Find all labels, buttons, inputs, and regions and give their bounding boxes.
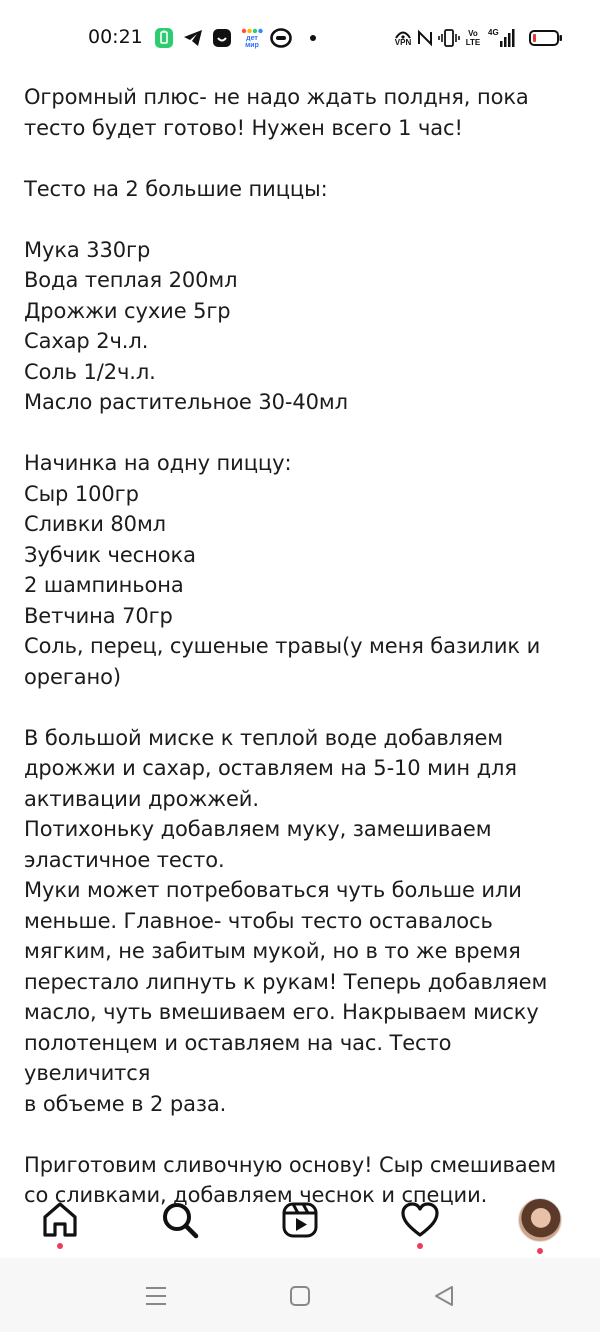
vpn-icon (392, 27, 414, 49)
status-bar (0, 0, 600, 78)
activity-notification-dot (417, 1243, 423, 1249)
telegram-icon (182, 27, 204, 49)
volte-label: Vo LTE (465, 29, 481, 47)
volte-icon (462, 27, 484, 49)
post-text: Огромный плюс- не надо ждать полдня, пока тесто будет готово! Нужен всего 1 час! Тесто на 2 большие пиццы: Мука 330гр Вода теплая 200мл Дрожжи сухие 5гр Сахар 2ч.л. Соль 1/2ч.л. Масло растительное 30-40мл Начинка на одну пиццу: Сыр 100гр Сливки 80мл Зубчик чеснока 2 шампиньона Ветчина 70гр Соль, перец, сушеные травы(у меня базилик и орегано) В большой миске к теплой воде добавляем дрожжи и сахар, оставляем на 5-10 мин для активации дрожжей. Потихоньку добавляем муку, замешиваем эластичное тесто. Муки может потребоваться чуть больше или меньше. Главное- чтобы тесто оставалось мягким, не забитым мукой, но в то же время перестало липнуть к рукам! Теперь добавляем масло, чуть вмешиваем его. Накрываем миску полотенцем и оставляем на час. Тесто увеличится в объеме в 2 раза. Приготовим сливочную основу! Сыр смешиваем со сливками, добавляем чеснок и специи. (24, 85, 557, 1207)
vpn-label: VPN (394, 38, 412, 47)
home-button[interactable] (286, 1282, 314, 1310)
nav-profile-button[interactable] (516, 1196, 564, 1244)
nav-reels-button[interactable] (276, 1196, 324, 1244)
nav-activity-button[interactable] (396, 1196, 444, 1244)
app-icon (211, 27, 233, 49)
profile-notification-dot (537, 1248, 543, 1254)
vibrate-icon (438, 27, 460, 49)
heart-icon (400, 1200, 440, 1240)
signal-4g-icon (486, 27, 516, 49)
more-dot-icon (302, 27, 324, 49)
home-icon (40, 1200, 80, 1240)
battery-icon (528, 27, 564, 49)
search-icon (160, 1200, 200, 1240)
network-label: 4G (488, 28, 499, 37)
nav-home-button[interactable] (36, 1196, 84, 1244)
detmir-label: дет мир (245, 35, 259, 49)
messenger-icon (270, 27, 292, 49)
home-notification-dot (57, 1243, 63, 1249)
profile-avatar (518, 1198, 562, 1242)
nfc-icon (414, 27, 436, 49)
recents-icon (144, 1285, 168, 1307)
battery-saver-icon (153, 27, 175, 49)
home-square-icon (289, 1285, 311, 1307)
system-nav-bar (0, 1258, 600, 1332)
status-time: 00:21 (88, 26, 143, 48)
back-button[interactable] (430, 1282, 458, 1310)
detmir-icon (240, 27, 264, 49)
bottom-nav (0, 1180, 600, 1270)
nav-search-button[interactable] (156, 1196, 204, 1244)
back-triangle-icon (433, 1285, 455, 1307)
reels-icon (280, 1200, 320, 1240)
recents-button[interactable] (142, 1282, 170, 1310)
